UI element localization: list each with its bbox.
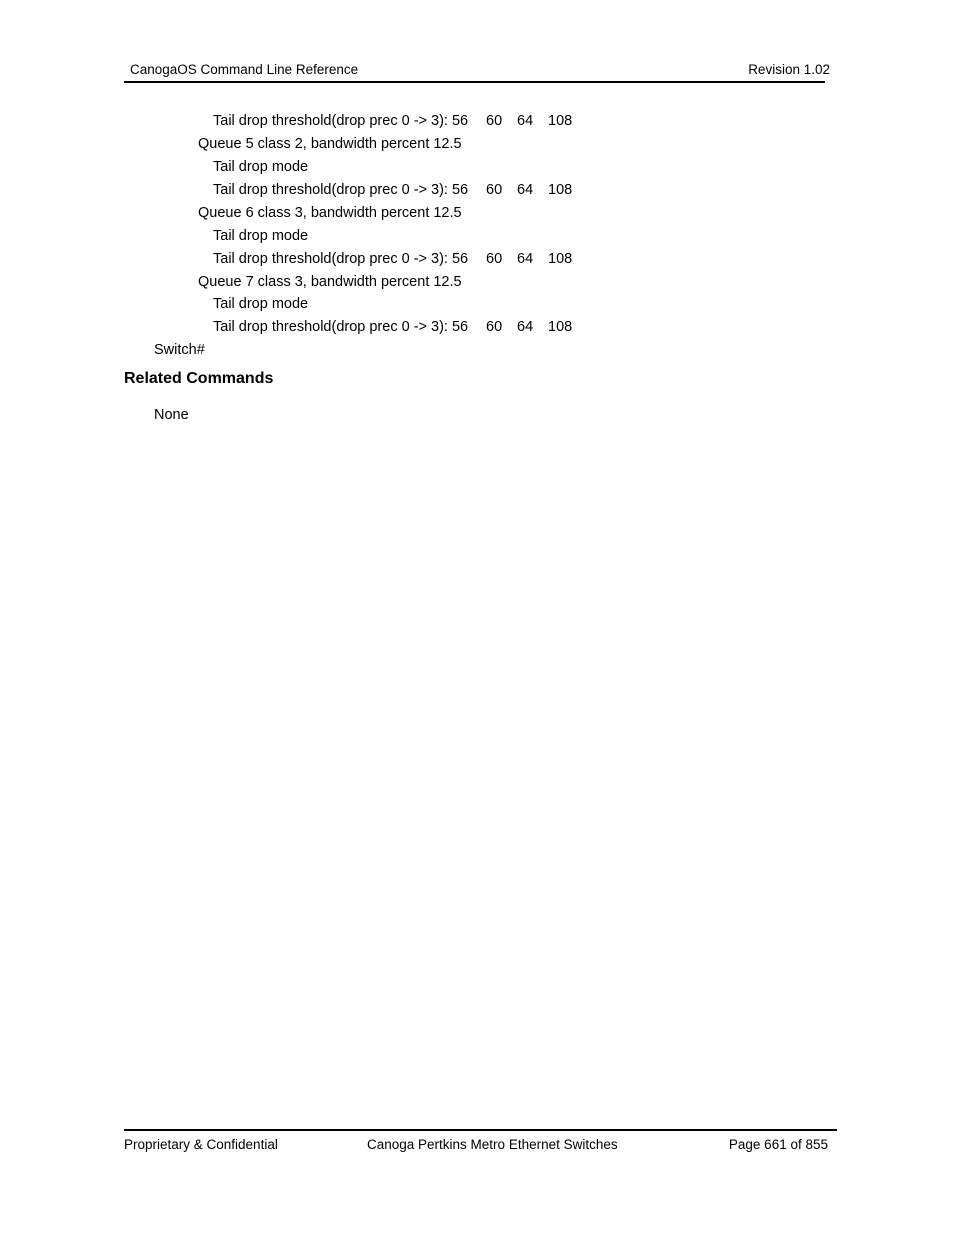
queue-line: Queue 6 class 3, bandwidth percent 12.5	[198, 205, 462, 221]
threshold-value: 108	[548, 113, 573, 129]
threshold-label: Tail drop threshold(drop prec 0 -> 3): 56	[213, 113, 469, 129]
threshold-value: 64	[517, 319, 534, 335]
threshold-value: 60	[486, 182, 503, 198]
footer-divider	[124, 1129, 837, 1131]
related-commands-body: None	[154, 407, 189, 423]
threshold-value: 108	[548, 182, 573, 198]
threshold-value: 108	[548, 319, 573, 335]
threshold-value: 108	[548, 251, 573, 267]
footer-product: Canoga Pertkins Metro Ethernet Switches	[367, 1137, 618, 1152]
threshold-value: 64	[517, 113, 534, 129]
related-commands-heading: Related Commands	[124, 370, 274, 387]
threshold-label: Tail drop threshold(drop prec 0 -> 3): 56	[213, 251, 469, 267]
footer-confidential: Proprietary & Confidential	[124, 1137, 278, 1152]
threshold-value: 64	[517, 251, 534, 267]
threshold-value: 64	[517, 182, 534, 198]
header-doc-title: CanogaOS Command Line Reference	[130, 62, 359, 77]
threshold-value: 60	[486, 319, 503, 335]
threshold-label: Tail drop threshold(drop prec 0 -> 3): 56	[213, 319, 469, 335]
cli-prompt: Switch#	[154, 342, 205, 358]
threshold-value: 60	[486, 251, 503, 267]
mode-line: Tail drop mode	[213, 228, 309, 244]
mode-line: Tail drop mode	[213, 296, 309, 312]
queue-line: Queue 5 class 2, bandwidth percent 12.5	[198, 136, 462, 152]
threshold-label: Tail drop threshold(drop prec 0 -> 3): 56	[213, 182, 469, 198]
header-divider	[124, 81, 825, 83]
queue-line: Queue 7 class 3, bandwidth percent 12.5	[198, 274, 462, 290]
threshold-value: 60	[486, 113, 503, 129]
mode-line: Tail drop mode	[213, 159, 309, 175]
footer-page-number: Page 661 of 855	[728, 1137, 828, 1152]
header-revision: Revision 1.02	[748, 62, 830, 77]
